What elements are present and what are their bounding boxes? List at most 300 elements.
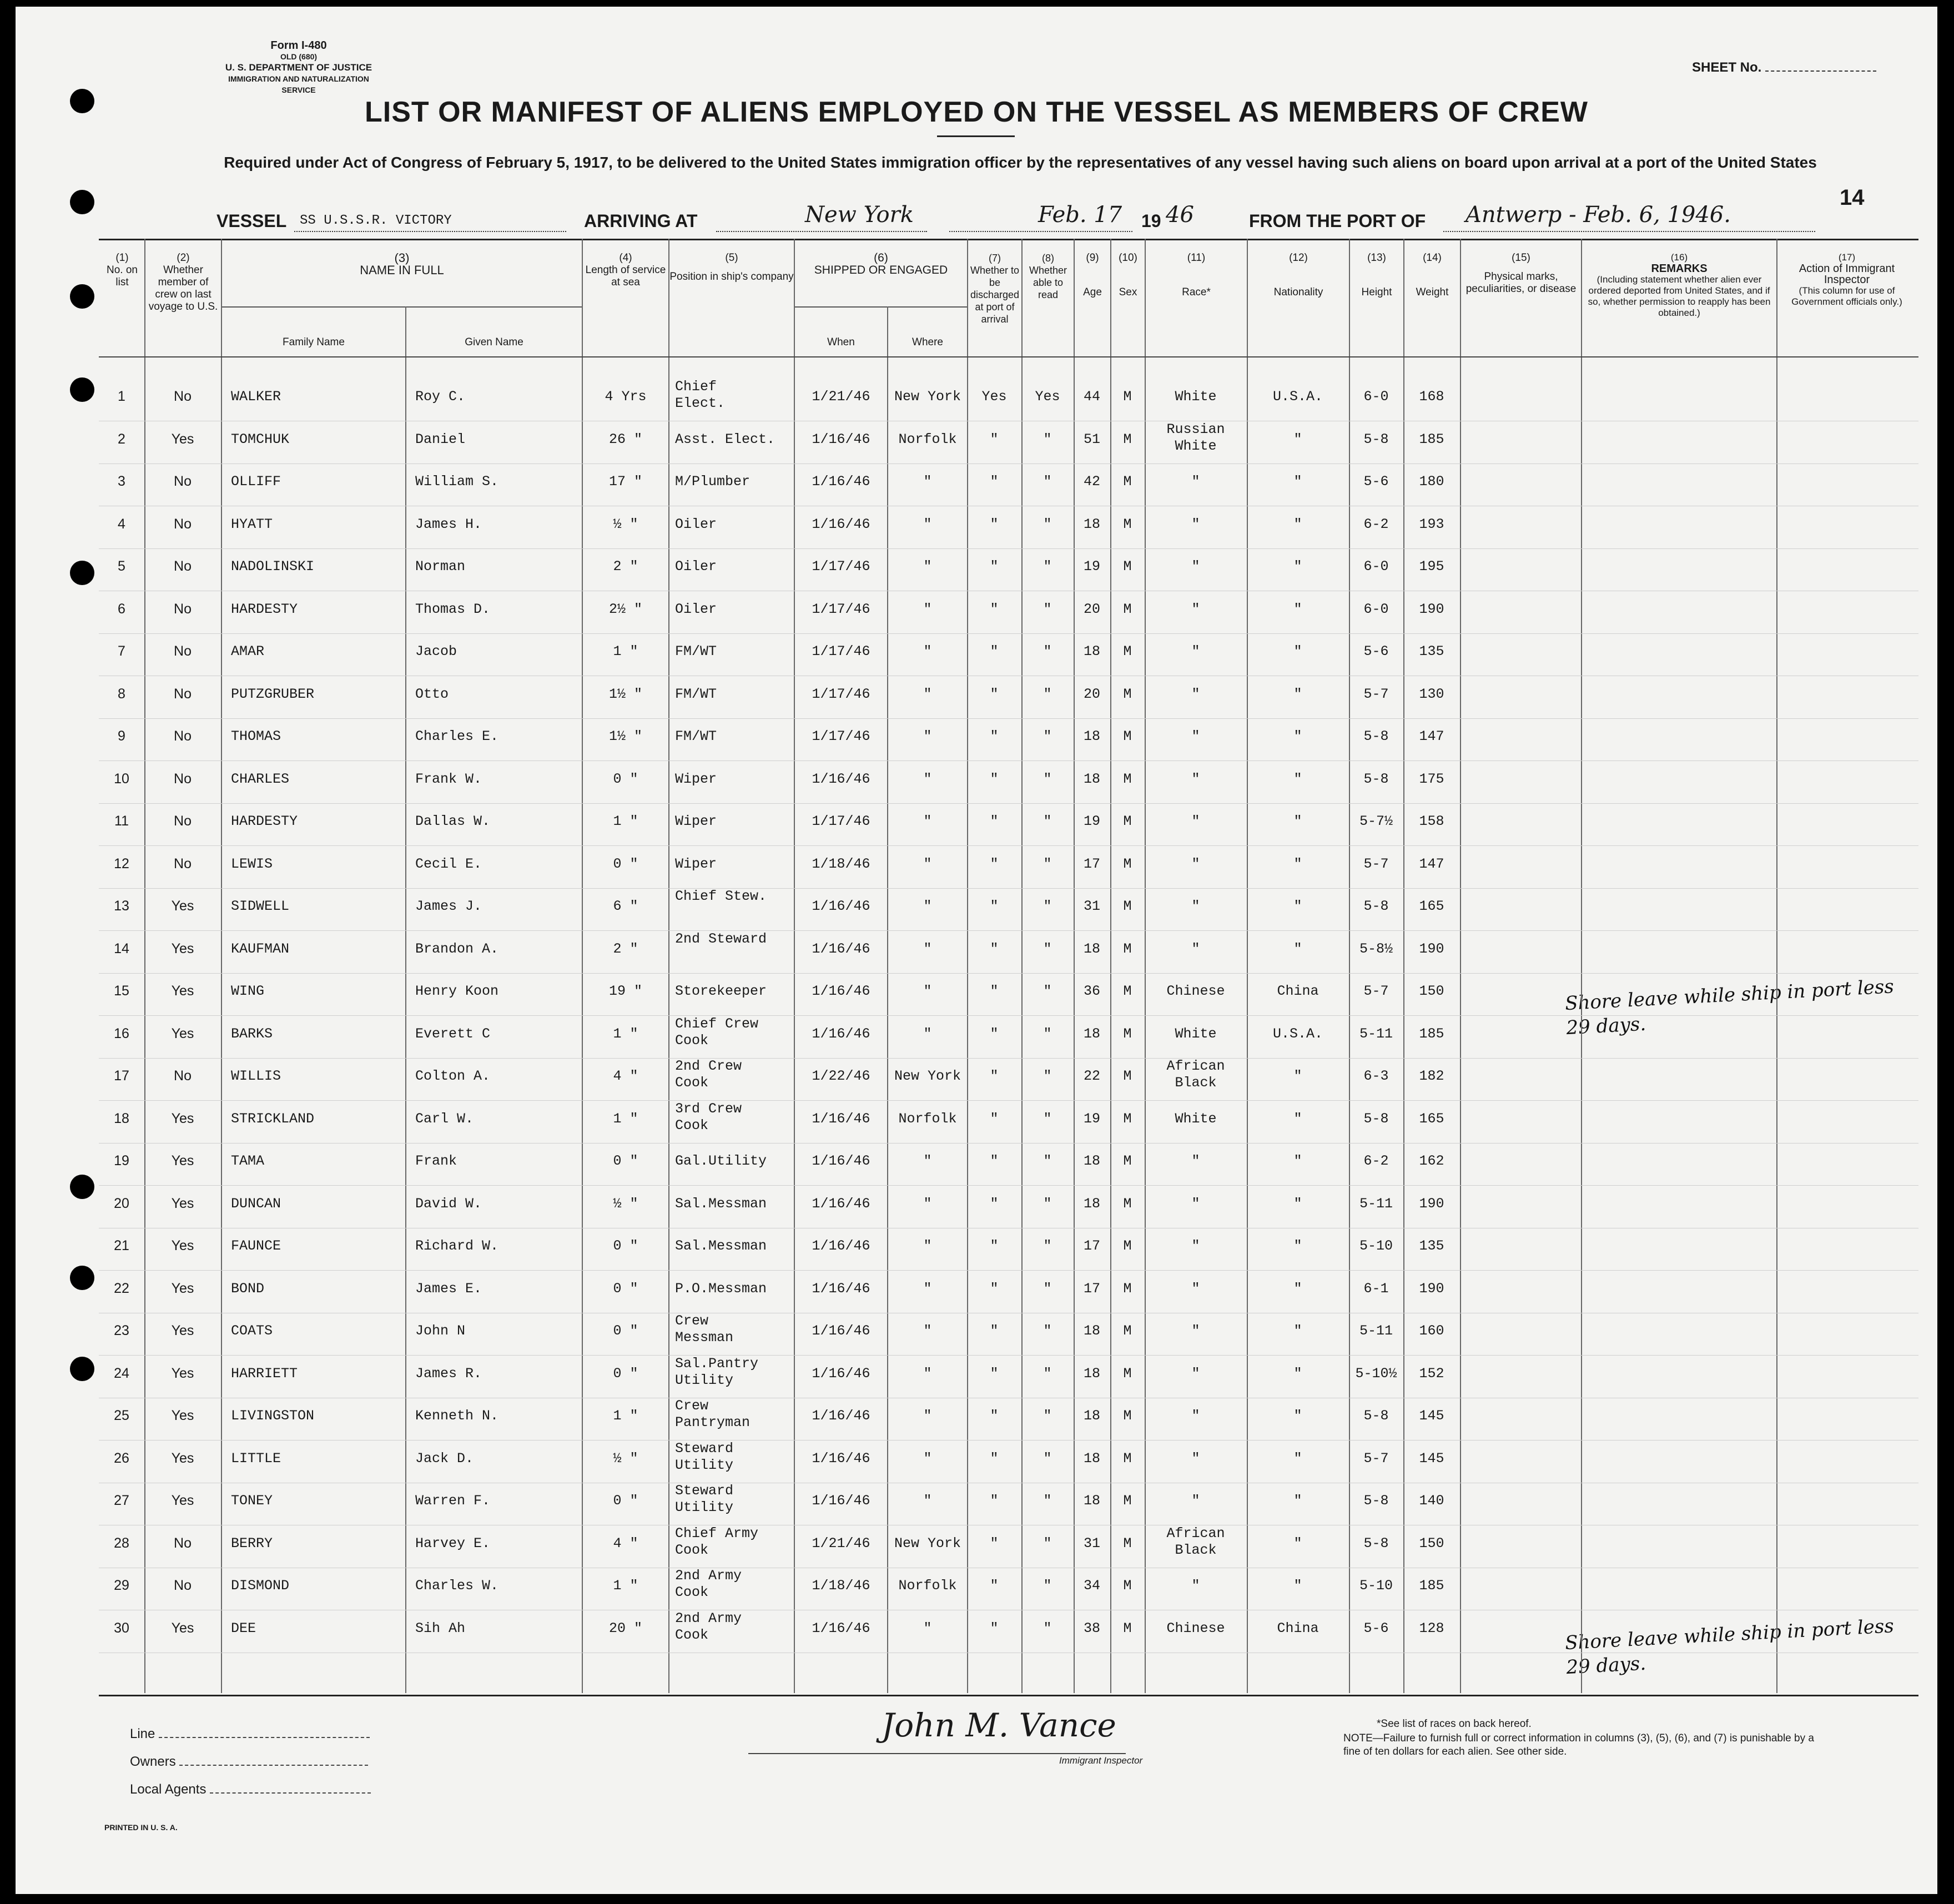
cell-age: 18 xyxy=(1083,728,1100,744)
cell-position: 2nd Steward xyxy=(675,931,767,947)
cell-service: 17 " xyxy=(608,474,642,490)
cell-nationality: U.S.A. xyxy=(1272,1026,1323,1042)
cell-read: " xyxy=(1043,1153,1052,1169)
cell-sex: M xyxy=(1123,516,1132,532)
cell-race: African Black xyxy=(1166,1525,1225,1558)
cell-discharged: " xyxy=(990,856,999,872)
header-col-3: (3) NAME IN FULL xyxy=(360,251,444,277)
cell-nationality: " xyxy=(1293,1366,1302,1382)
cell-age: 22 xyxy=(1083,1068,1100,1084)
cell-weight: 152 xyxy=(1419,1366,1444,1382)
cell-where: " xyxy=(923,686,932,702)
column-rule xyxy=(1776,239,1777,1693)
binder-hole xyxy=(70,561,94,585)
cell-service: 1 " xyxy=(613,813,638,829)
cell-no: 3 xyxy=(118,474,125,489)
cell-when: 1/16/46 xyxy=(812,1450,870,1467)
cell-where: " xyxy=(923,1196,932,1212)
column-rule xyxy=(794,239,795,1693)
cell-where: " xyxy=(923,728,932,744)
cell-service: 4 " xyxy=(613,1535,638,1552)
cell-race: " xyxy=(1191,1238,1200,1254)
cell-weight: 190 xyxy=(1419,1281,1444,1297)
cell-when: 1/16/46 xyxy=(812,1493,870,1509)
cell-height: 5-8 xyxy=(1363,431,1389,447)
cell-age: 17 xyxy=(1083,1281,1100,1297)
vessel-line xyxy=(216,202,1815,235)
cell-sex: M xyxy=(1123,1578,1132,1594)
cell-service: 4 " xyxy=(613,1068,638,1084)
cell-sex: M xyxy=(1123,728,1132,744)
column-rule xyxy=(1145,239,1146,1693)
cell-height: 5-10½ xyxy=(1355,1366,1397,1382)
vessel-underline xyxy=(294,231,566,232)
cell-family: HARDESTY xyxy=(231,601,298,617)
row-rule xyxy=(99,930,1918,931)
cell-weight: 147 xyxy=(1419,728,1444,744)
row-rule xyxy=(99,845,1918,846)
cell-read: " xyxy=(1043,558,1052,575)
cell-when: 1/16/46 xyxy=(812,1026,870,1042)
year-suffix: 46 xyxy=(1166,202,1194,228)
cell-where: " xyxy=(923,856,932,872)
cell-read: " xyxy=(1043,813,1052,829)
cell-where: " xyxy=(923,1153,932,1169)
cell-race: " xyxy=(1191,813,1200,829)
cell-given: Colton A. xyxy=(415,1068,491,1084)
cell-read: " xyxy=(1043,1238,1052,1254)
cell-read: Yes xyxy=(1035,389,1060,405)
cell-read: " xyxy=(1043,1535,1052,1552)
cell-service: 1 " xyxy=(613,1026,638,1042)
column-rule xyxy=(1349,239,1350,1693)
cell-family: COATS xyxy=(231,1323,273,1339)
cell-age: 20 xyxy=(1083,686,1100,702)
cell-weight: 165 xyxy=(1419,898,1444,914)
column-rule xyxy=(1074,239,1075,1693)
cell-position: Chief Army Cook xyxy=(675,1525,759,1558)
cell-read: " xyxy=(1043,1196,1052,1212)
cell-height: 6-0 xyxy=(1363,558,1389,575)
cell-nationality: " xyxy=(1293,1493,1302,1509)
cell-discharged: " xyxy=(990,558,999,575)
row-rule xyxy=(99,718,1918,719)
cell-position: Oiler xyxy=(675,516,717,532)
cell-where: Norfolk xyxy=(898,1111,957,1127)
cell-weight: 140 xyxy=(1419,1493,1444,1509)
cell-weight: 195 xyxy=(1419,558,1444,575)
cell-nationality: " xyxy=(1293,474,1302,490)
cell-service: 1 " xyxy=(613,1408,638,1424)
cell-no: 8 xyxy=(118,686,125,702)
cell-race: Chinese xyxy=(1166,983,1225,999)
cell-no: 21 xyxy=(114,1238,129,1253)
cell-age: 36 xyxy=(1083,983,1100,999)
row-rule xyxy=(99,973,1918,974)
cell-when: 1/17/46 xyxy=(812,643,870,659)
cell-race: " xyxy=(1191,1450,1200,1467)
cell-read: " xyxy=(1043,1408,1052,1424)
cell-discharged: " xyxy=(990,1238,999,1254)
cell-given: Kenneth N. xyxy=(415,1408,499,1424)
cell-nationality: " xyxy=(1293,1111,1302,1127)
cell-sex: M xyxy=(1123,941,1132,957)
header-col-7: (7) Whether to be discharged at port of arrival xyxy=(970,253,1020,325)
binder-hole xyxy=(70,284,94,309)
column-rule xyxy=(405,306,406,1693)
cell-age: 18 xyxy=(1083,1196,1100,1212)
cell-race: " xyxy=(1191,1408,1200,1424)
cell-prev: No xyxy=(174,686,192,702)
cell-service: 2 " xyxy=(613,941,638,957)
form-number: Form I-480 xyxy=(270,39,327,52)
cell-family: SIDWELL xyxy=(231,898,290,914)
cell-family: WING xyxy=(231,983,265,999)
cell-prev: Yes xyxy=(171,1111,194,1126)
cell-given: Jack D. xyxy=(415,1450,474,1467)
cell-prev: No xyxy=(174,601,192,617)
cell-sex: M xyxy=(1123,771,1132,787)
binder-hole xyxy=(70,1357,94,1381)
cell-height: 5-8½ xyxy=(1359,941,1393,957)
cell-when: 1/17/46 xyxy=(812,813,870,829)
year-prefix: 19 xyxy=(1141,211,1161,231)
cell-race: " xyxy=(1191,1493,1200,1509)
cell-where: New York xyxy=(894,1535,961,1552)
cell-no: 25 xyxy=(114,1408,129,1423)
cell-when: 1/18/46 xyxy=(812,1578,870,1594)
cell-family: HYATT xyxy=(231,516,273,532)
header-family-name: Family Name xyxy=(283,336,345,348)
cell-discharged: " xyxy=(990,516,999,532)
cell-weight: 190 xyxy=(1419,601,1444,617)
title-rule xyxy=(937,135,1015,137)
page-number: 14 xyxy=(1840,185,1865,210)
form-old: OLD (680) xyxy=(280,52,318,61)
cell-given: Otto xyxy=(415,686,449,702)
cell-read: " xyxy=(1043,601,1052,617)
cell-family: OLLIFF xyxy=(231,474,281,490)
cell-discharged: " xyxy=(990,1408,999,1424)
cell-when: 1/16/46 xyxy=(812,1111,870,1127)
cell-nationality: " xyxy=(1293,941,1302,957)
cell-height: 5-8 xyxy=(1363,1408,1389,1424)
cell-where: " xyxy=(923,1408,932,1424)
cell-prev: Yes xyxy=(171,1281,194,1296)
cell-sex: M xyxy=(1123,686,1132,702)
cell-service: 1 " xyxy=(613,1578,638,1594)
cell-weight: 193 xyxy=(1419,516,1444,532)
cell-given: Charles W. xyxy=(415,1578,499,1594)
cell-race: Russian White xyxy=(1166,421,1225,454)
header-col-4: (4) Length of service at sea xyxy=(585,252,666,288)
cell-race: " xyxy=(1191,1153,1200,1169)
cell-read: " xyxy=(1043,1620,1052,1636)
remark-handwritten: Shore leave while ship in port less 29 days. xyxy=(1564,975,1895,1040)
row-rule xyxy=(99,1100,1918,1101)
cell-no: 22 xyxy=(114,1281,129,1296)
cell-nationality: " xyxy=(1293,813,1302,829)
cell-weight: 185 xyxy=(1419,431,1444,447)
cell-when: 1/16/46 xyxy=(812,898,870,914)
cell-family: TAMA xyxy=(231,1153,265,1169)
cell-discharged: " xyxy=(990,1578,999,1594)
header-col-12: (12) Nationality xyxy=(1273,252,1323,298)
cell-age: 19 xyxy=(1083,813,1100,829)
cell-read: " xyxy=(1043,1026,1052,1042)
cell-nationality: " xyxy=(1293,686,1302,702)
cell-position: Wiper xyxy=(675,771,717,787)
binder-hole xyxy=(70,190,94,214)
header-col-11: (11) Race* xyxy=(1182,252,1211,298)
cell-no: 29 xyxy=(114,1578,129,1593)
cell-given: Frank W. xyxy=(415,771,482,787)
cell-when: 1/16/46 xyxy=(812,1281,870,1297)
cell-height: 5-7½ xyxy=(1359,813,1393,829)
cell-age: 17 xyxy=(1083,1238,1100,1254)
cell-nationality: " xyxy=(1293,1238,1302,1254)
cell-no: 18 xyxy=(114,1111,129,1126)
cell-read: " xyxy=(1043,1450,1052,1467)
cell-family: DEE xyxy=(231,1620,256,1636)
cell-family: BARKS xyxy=(231,1026,273,1042)
cell-when: 1/17/46 xyxy=(812,558,870,575)
cell-when: 1/21/46 xyxy=(812,389,870,405)
cell-sex: M xyxy=(1123,1620,1132,1636)
row-rule xyxy=(99,1058,1918,1059)
row-rule xyxy=(99,548,1918,549)
cell-age: 17 xyxy=(1083,856,1100,872)
cell-weight: 168 xyxy=(1419,389,1444,405)
cell-weight: 130 xyxy=(1419,686,1444,702)
cell-no: 12 xyxy=(114,856,129,872)
cell-age: 18 xyxy=(1083,941,1100,957)
cell-nationality: " xyxy=(1293,1281,1302,1297)
row-rule xyxy=(99,633,1918,634)
cell-discharged: " xyxy=(990,1153,999,1169)
cell-service: 0 " xyxy=(613,1323,638,1339)
cell-no: 5 xyxy=(118,558,125,574)
cell-race: " xyxy=(1191,728,1200,744)
owners-field xyxy=(130,1754,368,1770)
cell-family: BERRY xyxy=(231,1535,273,1552)
cell-position: Sal.Messman xyxy=(675,1196,767,1212)
cell-race: " xyxy=(1191,771,1200,787)
header-col-15: (15) Physical marks, peculiarities, or disease xyxy=(1465,252,1577,295)
cell-weight: 135 xyxy=(1419,643,1444,659)
cell-family: TONEY xyxy=(231,1493,273,1509)
cell-when: 1/16/46 xyxy=(812,474,870,490)
cell-race: White xyxy=(1175,389,1217,405)
cell-discharged: " xyxy=(990,1493,999,1509)
cell-discharged: " xyxy=(990,474,999,490)
header-given-name: Given Name xyxy=(465,336,523,348)
cell-position: Sal.Messman xyxy=(675,1238,767,1254)
inspector-signature: John M. Vance xyxy=(882,1706,1116,1744)
cell-sex: M xyxy=(1123,856,1132,872)
column-rule xyxy=(1021,239,1023,1693)
cell-given: Norman xyxy=(415,558,466,575)
arriving-label: ARRIVING AT xyxy=(584,211,698,231)
header-col-5: (5) Position in ship's company xyxy=(669,252,794,283)
cell-nationality: " xyxy=(1293,601,1302,617)
cell-race: " xyxy=(1191,474,1200,490)
cell-read: " xyxy=(1043,431,1052,447)
cell-weight: 185 xyxy=(1419,1578,1444,1594)
cell-service: 1½ " xyxy=(608,728,642,744)
cell-position: Chief Elect. xyxy=(675,379,726,411)
cell-height: 5-11 xyxy=(1359,1196,1393,1212)
cell-race: " xyxy=(1191,601,1200,617)
cell-position: M/Plumber xyxy=(675,474,751,490)
cell-when: 1/16/46 xyxy=(812,1323,870,1339)
cell-where: " xyxy=(923,1493,932,1509)
cell-when: 1/16/46 xyxy=(812,1153,870,1169)
cell-age: 31 xyxy=(1083,898,1100,914)
cell-sex: M xyxy=(1123,1238,1132,1254)
cell-discharged: " xyxy=(990,1535,999,1552)
cell-read: " xyxy=(1043,1578,1052,1594)
cell-no: 16 xyxy=(114,1026,129,1041)
cell-family: THOMAS xyxy=(231,728,281,744)
row-rule xyxy=(99,888,1918,889)
cell-given: Warren F. xyxy=(415,1493,491,1509)
header-col-17: (17) Action of Immigrant Inspector (This column for use of Government officials only.) xyxy=(1791,252,1902,307)
cell-prev: Yes xyxy=(171,1238,194,1253)
cell-position: FM/WT xyxy=(675,728,717,744)
cell-given: David W. xyxy=(415,1196,482,1212)
cell-family: STRICKLAND xyxy=(231,1111,315,1127)
column-rule xyxy=(582,239,583,1693)
cell-given: Daniel xyxy=(415,431,466,447)
cell-prev: No xyxy=(174,856,192,872)
cell-prev: Yes xyxy=(171,1408,194,1423)
cell-where: Norfolk xyxy=(898,431,957,447)
cell-position: Steward Utility xyxy=(675,1483,734,1515)
cell-read: " xyxy=(1043,643,1052,659)
line-field xyxy=(130,1726,370,1742)
remark-handwritten: Shore leave while ship in port less 29 days. xyxy=(1564,1615,1895,1679)
cell-age: 19 xyxy=(1083,558,1100,575)
cell-sex: M xyxy=(1123,1450,1132,1467)
cell-position: Oiler xyxy=(675,558,717,575)
arriving-underline xyxy=(716,231,927,232)
cell-nationality: " xyxy=(1293,771,1302,787)
cell-nationality: " xyxy=(1293,1450,1302,1467)
cell-service: ½ " xyxy=(613,1196,638,1212)
cell-read: " xyxy=(1043,1366,1052,1382)
cell-family: AMAR xyxy=(231,643,265,659)
cell-height: 5-8 xyxy=(1363,1535,1389,1552)
cell-family: NADOLINSKI xyxy=(231,558,315,575)
cell-family: DUNCAN xyxy=(231,1196,281,1212)
cell-age: 18 xyxy=(1083,1323,1100,1339)
cell-weight: 135 xyxy=(1419,1238,1444,1254)
cell-discharged: " xyxy=(990,1323,999,1339)
cell-when: 1/17/46 xyxy=(812,686,870,702)
cell-service: 1 " xyxy=(613,1111,638,1127)
cell-discharged: " xyxy=(990,728,999,744)
cell-when: 1/16/46 xyxy=(812,431,870,447)
cell-position: FM/WT xyxy=(675,686,717,702)
cell-weight: 182 xyxy=(1419,1068,1444,1084)
cell-discharged: " xyxy=(990,813,999,829)
cell-sex: M xyxy=(1123,1281,1132,1297)
column-rule xyxy=(887,306,888,1693)
cell-given: Cecil E. xyxy=(415,856,482,872)
cell-prev: No xyxy=(174,389,192,404)
cell-where: " xyxy=(923,558,932,575)
cell-where: " xyxy=(923,601,932,617)
row-rule xyxy=(99,1185,1918,1186)
cell-discharged: " xyxy=(990,1366,999,1382)
cell-position: Wiper xyxy=(675,813,717,829)
cell-family: LEWIS xyxy=(231,856,273,872)
cell-height: 5-7 xyxy=(1363,856,1389,872)
cell-weight: 175 xyxy=(1419,771,1444,787)
cell-read: " xyxy=(1043,516,1052,532)
cell-age: 18 xyxy=(1083,643,1100,659)
cell-height: 5-7 xyxy=(1363,983,1389,999)
cell-where: " xyxy=(923,1323,932,1339)
header-col-10: (10) Sex xyxy=(1119,252,1137,298)
header-when: When xyxy=(827,336,855,348)
form-service: IMMIGRATION AND NATURALIZATION SERVICE xyxy=(228,74,369,94)
cell-height: 5-6 xyxy=(1363,1620,1389,1636)
cell-age: 51 xyxy=(1083,431,1100,447)
cell-where: " xyxy=(923,1238,932,1254)
cell-service: ½ " xyxy=(613,1450,638,1467)
column-rule xyxy=(1460,239,1461,1693)
cell-position: 3rd Crew Cook xyxy=(675,1101,742,1134)
cell-nationality: " xyxy=(1293,1068,1302,1084)
cell-sex: M xyxy=(1123,1068,1132,1084)
cell-service: 0 " xyxy=(613,1493,638,1509)
cell-weight: 150 xyxy=(1419,1535,1444,1552)
cell-family: HARDESTY xyxy=(231,813,298,829)
cell-given: William S. xyxy=(415,474,499,490)
cell-race: " xyxy=(1191,856,1200,872)
cell-sex: M xyxy=(1123,1323,1132,1339)
cell-no: 7 xyxy=(118,643,125,659)
cell-position: Crew Pantryman xyxy=(675,1398,751,1430)
port-underline xyxy=(1443,231,1815,232)
cell-where: " xyxy=(923,1450,932,1467)
arriving-place: New York xyxy=(805,202,914,228)
name-header-rule xyxy=(222,306,582,308)
header-col-8: (8) Whether able to read xyxy=(1029,253,1067,300)
cell-weight: 150 xyxy=(1419,983,1444,999)
cell-given: John N xyxy=(415,1323,466,1339)
cell-family: LIVINGSTON xyxy=(231,1408,315,1424)
cell-discharged: " xyxy=(990,1196,999,1212)
cell-discharged: " xyxy=(990,1068,999,1084)
cell-position: 2nd Army Cook xyxy=(675,1610,742,1643)
cell-age: 38 xyxy=(1083,1620,1100,1636)
cell-given: Charles E. xyxy=(415,728,499,744)
cell-sex: M xyxy=(1123,1408,1132,1424)
cell-service: 26 " xyxy=(608,431,642,447)
cell-race: African Black xyxy=(1166,1058,1225,1091)
cell-read: " xyxy=(1043,941,1052,957)
cell-height: 5-6 xyxy=(1363,474,1389,490)
cell-given: Thomas D. xyxy=(415,601,491,617)
cell-race: White xyxy=(1175,1111,1217,1127)
cell-when: 1/16/46 xyxy=(812,516,870,532)
cell-race: " xyxy=(1191,558,1200,575)
column-rule xyxy=(1110,239,1111,1693)
cell-prev: No xyxy=(174,474,192,489)
